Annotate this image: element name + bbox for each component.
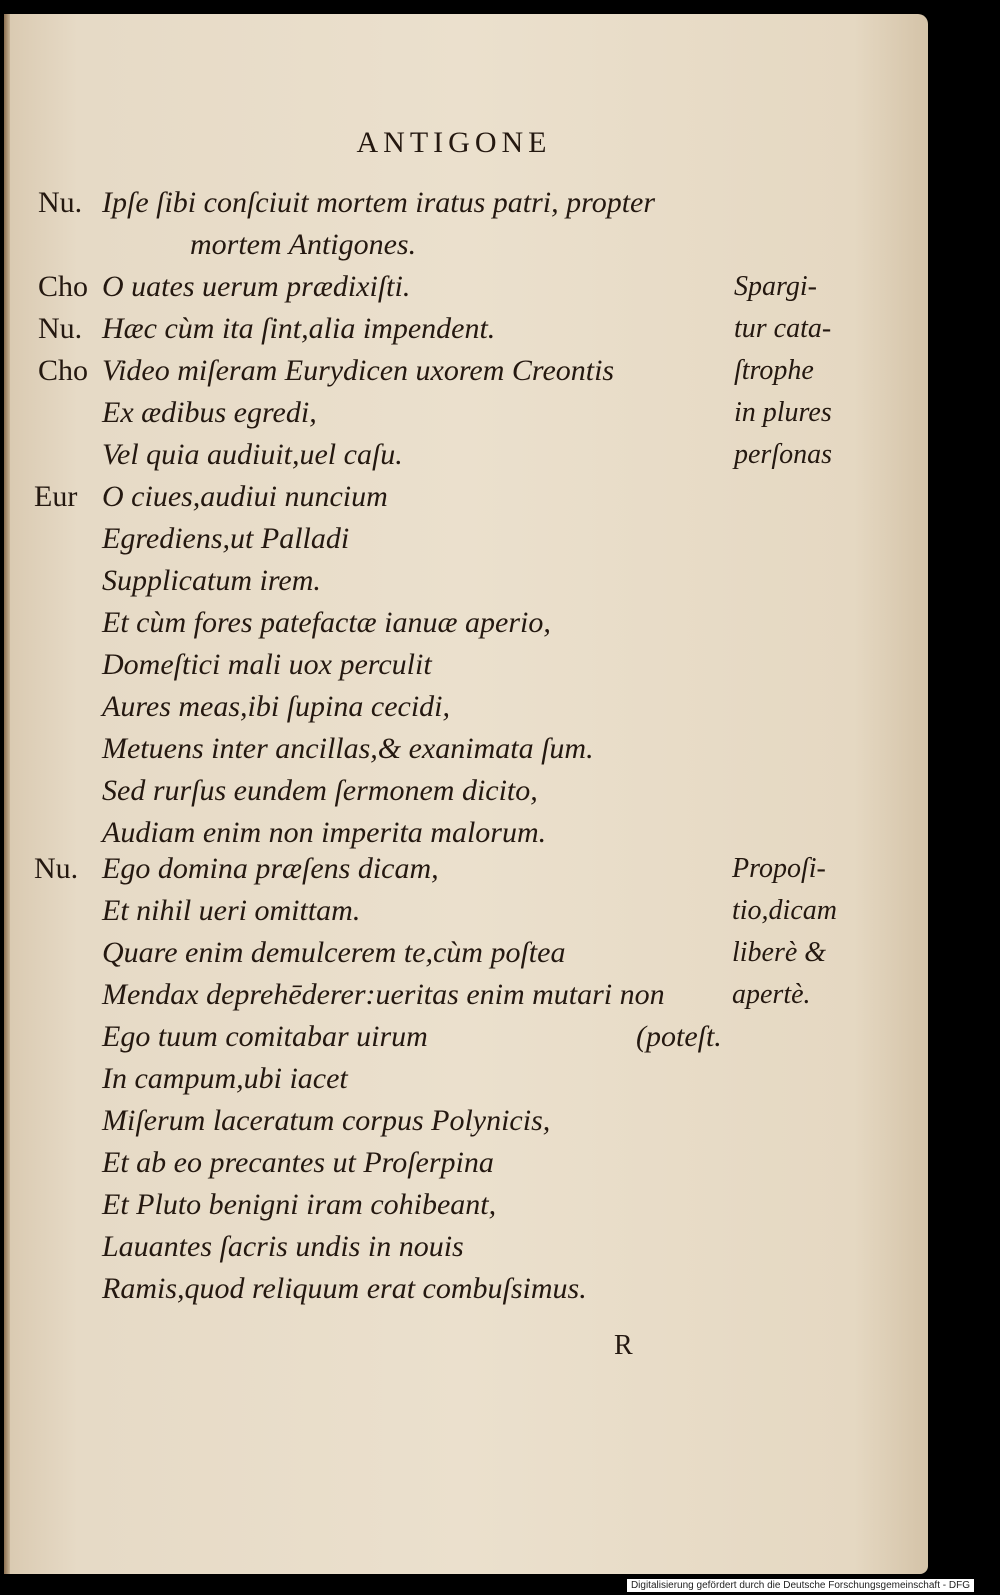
verse-line: Video miſeram Eurydicen uxorem Creontis bbox=[102, 354, 615, 387]
verse-line: Sed rurſus eundem ſermonem dicito, bbox=[102, 774, 538, 807]
verse-line: Et nihil ueri omittam. bbox=[102, 894, 361, 927]
speaker-label: Nu. bbox=[38, 312, 83, 345]
marginal-note: perſonas bbox=[734, 439, 832, 470]
verse-line: Mendax deprehēderer:ueritas enim mutari non bbox=[102, 978, 665, 1011]
verse-line: Et ab eo precantes ut Proſerpina bbox=[102, 1146, 494, 1179]
marginal-note: liberè & bbox=[732, 937, 827, 968]
verse-line: mortem Antigones. bbox=[190, 228, 417, 261]
verse-line: Lauantes ſacris undis in nouis bbox=[102, 1230, 464, 1263]
verse-line: Quare enim demulcerem te,cùm poſtea bbox=[102, 936, 566, 969]
verse-line: Aures meas,ibi ſupina cecidi, bbox=[102, 690, 450, 723]
running-head: ANTIGONE bbox=[356, 126, 552, 159]
speaker-label: Cho bbox=[38, 270, 89, 303]
verse-line: Ego tuum comitabar uirum bbox=[102, 1020, 428, 1053]
speaker-label: Nu. bbox=[38, 186, 83, 219]
verse-line: Ramis,quod reliquum erat combuſsimus. bbox=[102, 1272, 587, 1305]
verse-line: Miſerum laceratum corpus Polynicis, bbox=[102, 1104, 551, 1137]
marginal-note: Propoſi- bbox=[732, 853, 826, 884]
verse-line: Et Pluto benigni iram cohibeant, bbox=[102, 1188, 497, 1221]
digitization-credit: Digitalisierung gefördert durch die Deutsche Forschungsgemeinschaft - DFG bbox=[627, 1579, 974, 1592]
verse-line: Supplicatum irem. bbox=[102, 564, 321, 597]
book-page bbox=[4, 14, 928, 1574]
marginal-note: apertè. bbox=[732, 979, 811, 1010]
verse-line: Hæc cùm ita ſint,alia impendent. bbox=[102, 312, 496, 345]
verse-line: Egrediens,ut Palladi bbox=[102, 522, 350, 555]
verse-line: Audiam enim non imperita malorum. bbox=[102, 816, 547, 849]
catchword: R bbox=[614, 1330, 633, 1361]
verse-line: O uates uerum prædixiſti. bbox=[102, 270, 411, 303]
marginal-note: in plures bbox=[734, 397, 832, 428]
marginal-note: tur cata- bbox=[734, 313, 832, 344]
speaker-label: Cho bbox=[38, 354, 89, 387]
speaker-label: Nu. bbox=[34, 852, 79, 885]
marginal-note: tio,dicam bbox=[732, 895, 837, 926]
speaker-label: Eur bbox=[34, 480, 78, 513]
page-spine-shadow bbox=[4, 14, 10, 1574]
marginal-note: Spargi- bbox=[734, 271, 817, 302]
verse-line: Vel quia audiuit,uel caſu. bbox=[102, 438, 403, 471]
verse-line: Ex ædibus egredi, bbox=[102, 396, 317, 429]
verse-line-turnover: (poteſt. bbox=[636, 1020, 722, 1053]
verse-line: Et cùm fores patefactæ ianuæ aperio, bbox=[102, 606, 551, 639]
marginal-note: ſtrophe bbox=[734, 355, 814, 386]
verse-line: O ciues,audiui nuncium bbox=[102, 480, 388, 513]
verse-line: Domeſtici mali uox perculit bbox=[102, 648, 432, 681]
verse-line: Ipſe ſibi conſciuit mortem iratus patri, propter bbox=[102, 186, 656, 219]
verse-line: Ego domina præſens dicam, bbox=[102, 852, 439, 885]
verse-line: In campum,ubi iacet bbox=[102, 1062, 348, 1095]
verse-line: Metuens inter ancillas,& exanimata ſum. bbox=[102, 732, 594, 765]
